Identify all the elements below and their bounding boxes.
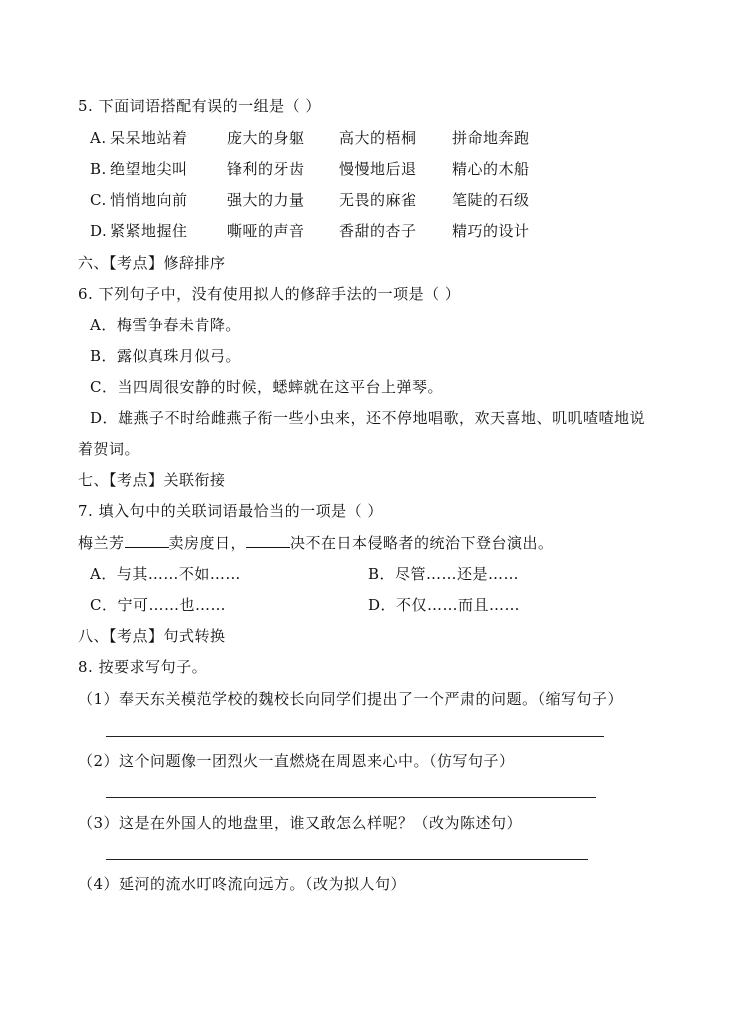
- q6-option-d-continued: 着贺词。: [78, 440, 141, 458]
- q8-subquestion-2: （2）这个问题像一团烈火一直燃烧在周恩来心中。（仿写句子）: [78, 752, 515, 770]
- q5-option-c: [90, 190, 610, 210]
- option-item: 呆呆地站着: [110, 129, 188, 147]
- option-item: 紧紧地握住: [110, 222, 188, 240]
- option-item: 锋利的牙齿: [227, 160, 305, 178]
- q7-option-a: A．与其……不如……: [90, 565, 241, 583]
- option-item: 慢慢地后退: [339, 160, 417, 178]
- answer-line-1[interactable]: [106, 736, 604, 737]
- option-item: 拼命地奔跑: [452, 129, 530, 147]
- option-label: B.: [90, 160, 107, 178]
- q6-option-c: C．当四周很安静的时候，蟋蟀就在这平台上弹琴。: [90, 378, 443, 396]
- answer-line-3[interactable]: [106, 859, 588, 860]
- option-label: C.: [90, 191, 107, 209]
- option-item: 悄悄地向前: [110, 191, 188, 209]
- option-item: 精心的木船: [452, 160, 530, 178]
- option-label: D.: [90, 222, 108, 240]
- option-item: 嘶哑的声音: [227, 222, 305, 240]
- q5-option-d: [90, 221, 610, 241]
- section-heading-7: 七、【考点】关联衔接: [78, 471, 226, 489]
- section-heading-6: 六、【考点】修辞排序: [78, 254, 226, 272]
- section-heading-8: 八、【考点】句式转换: [78, 627, 226, 645]
- q6-option-a: A．梅雪争春未肯降。: [90, 316, 241, 334]
- q6-option-d: D．雄燕子不时给雌燕子衔一些小虫来，还不停地唱歌，欢天喜地、叽叽喳喳地说: [90, 409, 646, 427]
- q8-stem: 8. 按要求写句子。: [78, 658, 208, 676]
- sentence-part: 梅兰芳: [78, 534, 125, 552]
- option-item: 精巧的设计: [452, 222, 530, 240]
- q7-stem: 7. 填入句中的关联词语最恰当的一项是（ ）: [78, 502, 383, 520]
- option-item: 强大的力量: [227, 191, 305, 209]
- sentence-part: 卖房度日，: [168, 534, 247, 552]
- q5-stem: 5. 下面词语搭配有误的一组是（ ）: [78, 97, 321, 115]
- option-item: 香甜的杏子: [339, 222, 417, 240]
- option-item: 无畏的麻雀: [339, 191, 417, 209]
- q6-option-b: B．露似真珠月似弓。: [90, 347, 242, 365]
- option-item: 高大的梧桐: [339, 129, 417, 147]
- option-item: 笔陡的石级: [452, 191, 530, 209]
- sentence-part: 决不在日本侵略者的统治下登台演出。: [290, 534, 554, 552]
- fill-blank: [246, 533, 290, 548]
- q8-subquestion-3: （3）这是在外国人的地盘里，谁又敢怎么样呢？（改为陈述句）: [78, 814, 523, 832]
- q7-option-c: C．宁可……也……: [90, 596, 226, 614]
- answer-line-2[interactable]: [106, 797, 596, 798]
- fill-blank: [125, 533, 169, 548]
- q8-subquestion-1: （1）奉天东关模范学校的魏校长向同学们提出了一个严肃的问题。（缩写句子）: [78, 690, 624, 708]
- q5-option-b: [90, 159, 610, 179]
- q6-stem: 6. 下列句子中，没有使用拟人的修辞手法的一项是（ ）: [78, 285, 461, 303]
- q5-option-a: [90, 128, 610, 148]
- option-item: 庞大的身躯: [227, 129, 305, 147]
- option-label: A.: [90, 129, 107, 147]
- q7-option-d: D．不仅……而且……: [368, 596, 521, 614]
- option-item: 绝望地尖叫: [110, 160, 188, 178]
- q7-sentence: [78, 533, 554, 553]
- q8-subquestion-4: （4）延河的流水叮咚流向远方。（改为拟人句）: [78, 875, 407, 893]
- q7-option-b: B．尽管……还是……: [368, 565, 520, 583]
